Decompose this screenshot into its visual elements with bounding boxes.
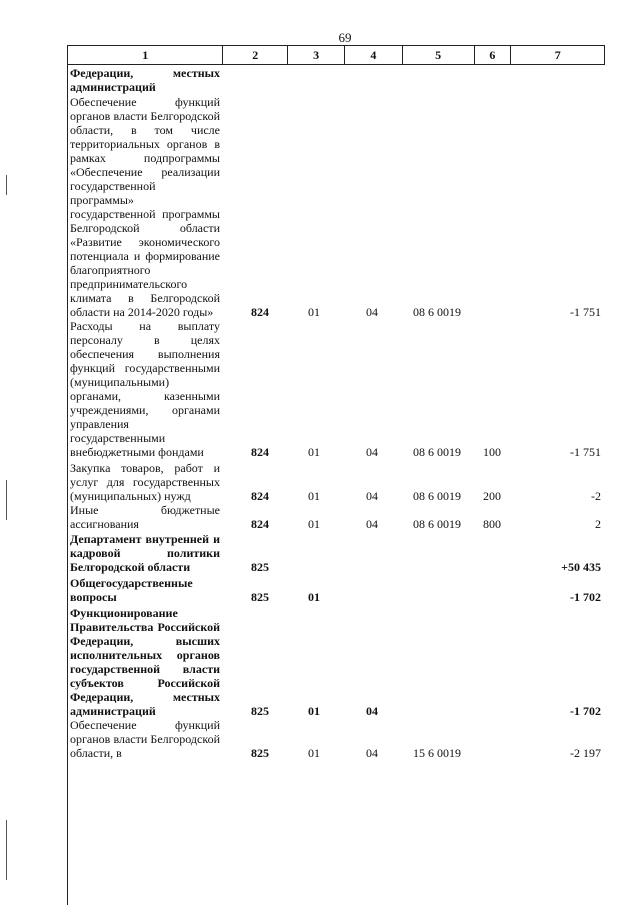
- row-target-article: 08 6 0019: [413, 305, 461, 319]
- row-amount: -1 751: [570, 305, 601, 319]
- row-expense-type: 800: [483, 517, 501, 531]
- row-section: 01: [308, 746, 320, 760]
- row-target-article: 08 6 0019: [413, 517, 461, 531]
- row-name: Департамент внутренней и кадровой политики Белгородской области: [70, 532, 220, 574]
- table-row: [67, 532, 605, 574]
- row-ministry-code: 825: [251, 746, 269, 760]
- table-row: [67, 718, 605, 760]
- table-row: [67, 319, 605, 459]
- row-ministry-code: 825: [251, 704, 269, 718]
- row-name: Иные бюджетные ассигнования: [70, 503, 220, 531]
- row-name: Федерации, местных администраций: [70, 66, 220, 94]
- row-subsection: 04: [366, 305, 378, 319]
- header-col-3: 3: [287, 46, 344, 64]
- table-row: [67, 95, 605, 319]
- row-amount: +50 435: [561, 560, 601, 574]
- row-section: 01: [308, 305, 320, 319]
- row-amount: -1 751: [570, 445, 601, 459]
- row-name: Закупка товаров, работ и услуг для государственных (муниципальных) нужд: [70, 461, 220, 503]
- row-amount: 2: [595, 517, 601, 531]
- margin-mark: [6, 480, 7, 520]
- margin-mark: [6, 820, 7, 880]
- row-name: Общегосударственные вопросы: [70, 576, 193, 604]
- table-header: [67, 45, 605, 65]
- row-ministry-code: 824: [251, 517, 269, 531]
- header-col-1: 1: [142, 48, 149, 62]
- header-col-7: 7: [510, 46, 604, 64]
- table-row: [67, 606, 605, 718]
- row-subsection: 04: [366, 704, 378, 718]
- row-name: Расходы на выплату персоналу в целях обеспечения выполнения функций государственными (муниципальными) органами, казенными учреждениями, органами управления государственными внебюджетными фондами: [70, 319, 220, 459]
- row-expense-type: 200: [483, 489, 501, 503]
- row-expense-type: 100: [483, 445, 501, 459]
- table-row: [67, 503, 605, 531]
- row-section: 01: [308, 445, 320, 459]
- row-section: 01: [308, 704, 320, 718]
- row-ministry-code: 824: [251, 305, 269, 319]
- row-subsection: 04: [366, 445, 378, 459]
- row-subsection: 04: [366, 746, 378, 760]
- row-target-article: 15 6 0019: [413, 746, 461, 760]
- row-subsection: 04: [366, 489, 378, 503]
- table-row: [67, 66, 605, 94]
- header-col-2: 2: [222, 46, 287, 64]
- row-section: 01: [308, 489, 320, 503]
- row-name: Обеспечение функций органов власти Белгородской области, в том числе территориальных органов в рамках подпрограммы «Обеспечение реализации государственной программы» государственной программы Белгородской области «Развитие экономического потенциала и формирование благоприятного предпринимательского климата в Белгородской области на 2014-2020 годы»: [70, 95, 220, 319]
- row-amount: -2: [591, 489, 601, 503]
- row-ministry-code: 824: [251, 445, 269, 459]
- row-amount: -1 702: [570, 704, 601, 718]
- table-row: [67, 576, 605, 604]
- table-row: [67, 461, 605, 503]
- table-body: [67, 66, 605, 760]
- page-number: 69: [338, 30, 352, 45]
- row-ministry-code: 825: [251, 560, 269, 574]
- row-name: Функционирование Правительства Российской Федерации, высших исполнительных органов государственной власти субъектов Российской Федерации, местных администраций: [70, 606, 220, 718]
- row-name: Обеспечение функций органов власти Белгородской области, в: [70, 718, 220, 760]
- header-col-6: 6: [474, 46, 511, 64]
- margin-mark: [6, 175, 7, 195]
- header-col-4: 4: [344, 46, 402, 64]
- row-ministry-code: 825: [251, 590, 269, 604]
- row-amount: -2 197: [570, 746, 601, 760]
- row-target-article: 08 6 0019: [413, 489, 461, 503]
- row-ministry-code: 824: [251, 489, 269, 503]
- row-section: 01: [308, 517, 320, 531]
- row-amount: -1 702: [570, 590, 601, 604]
- header-col-5: 5: [402, 46, 474, 64]
- row-subsection: 04: [366, 517, 378, 531]
- row-target-article: 08 6 0019: [413, 445, 461, 459]
- row-section: 01: [308, 590, 320, 604]
